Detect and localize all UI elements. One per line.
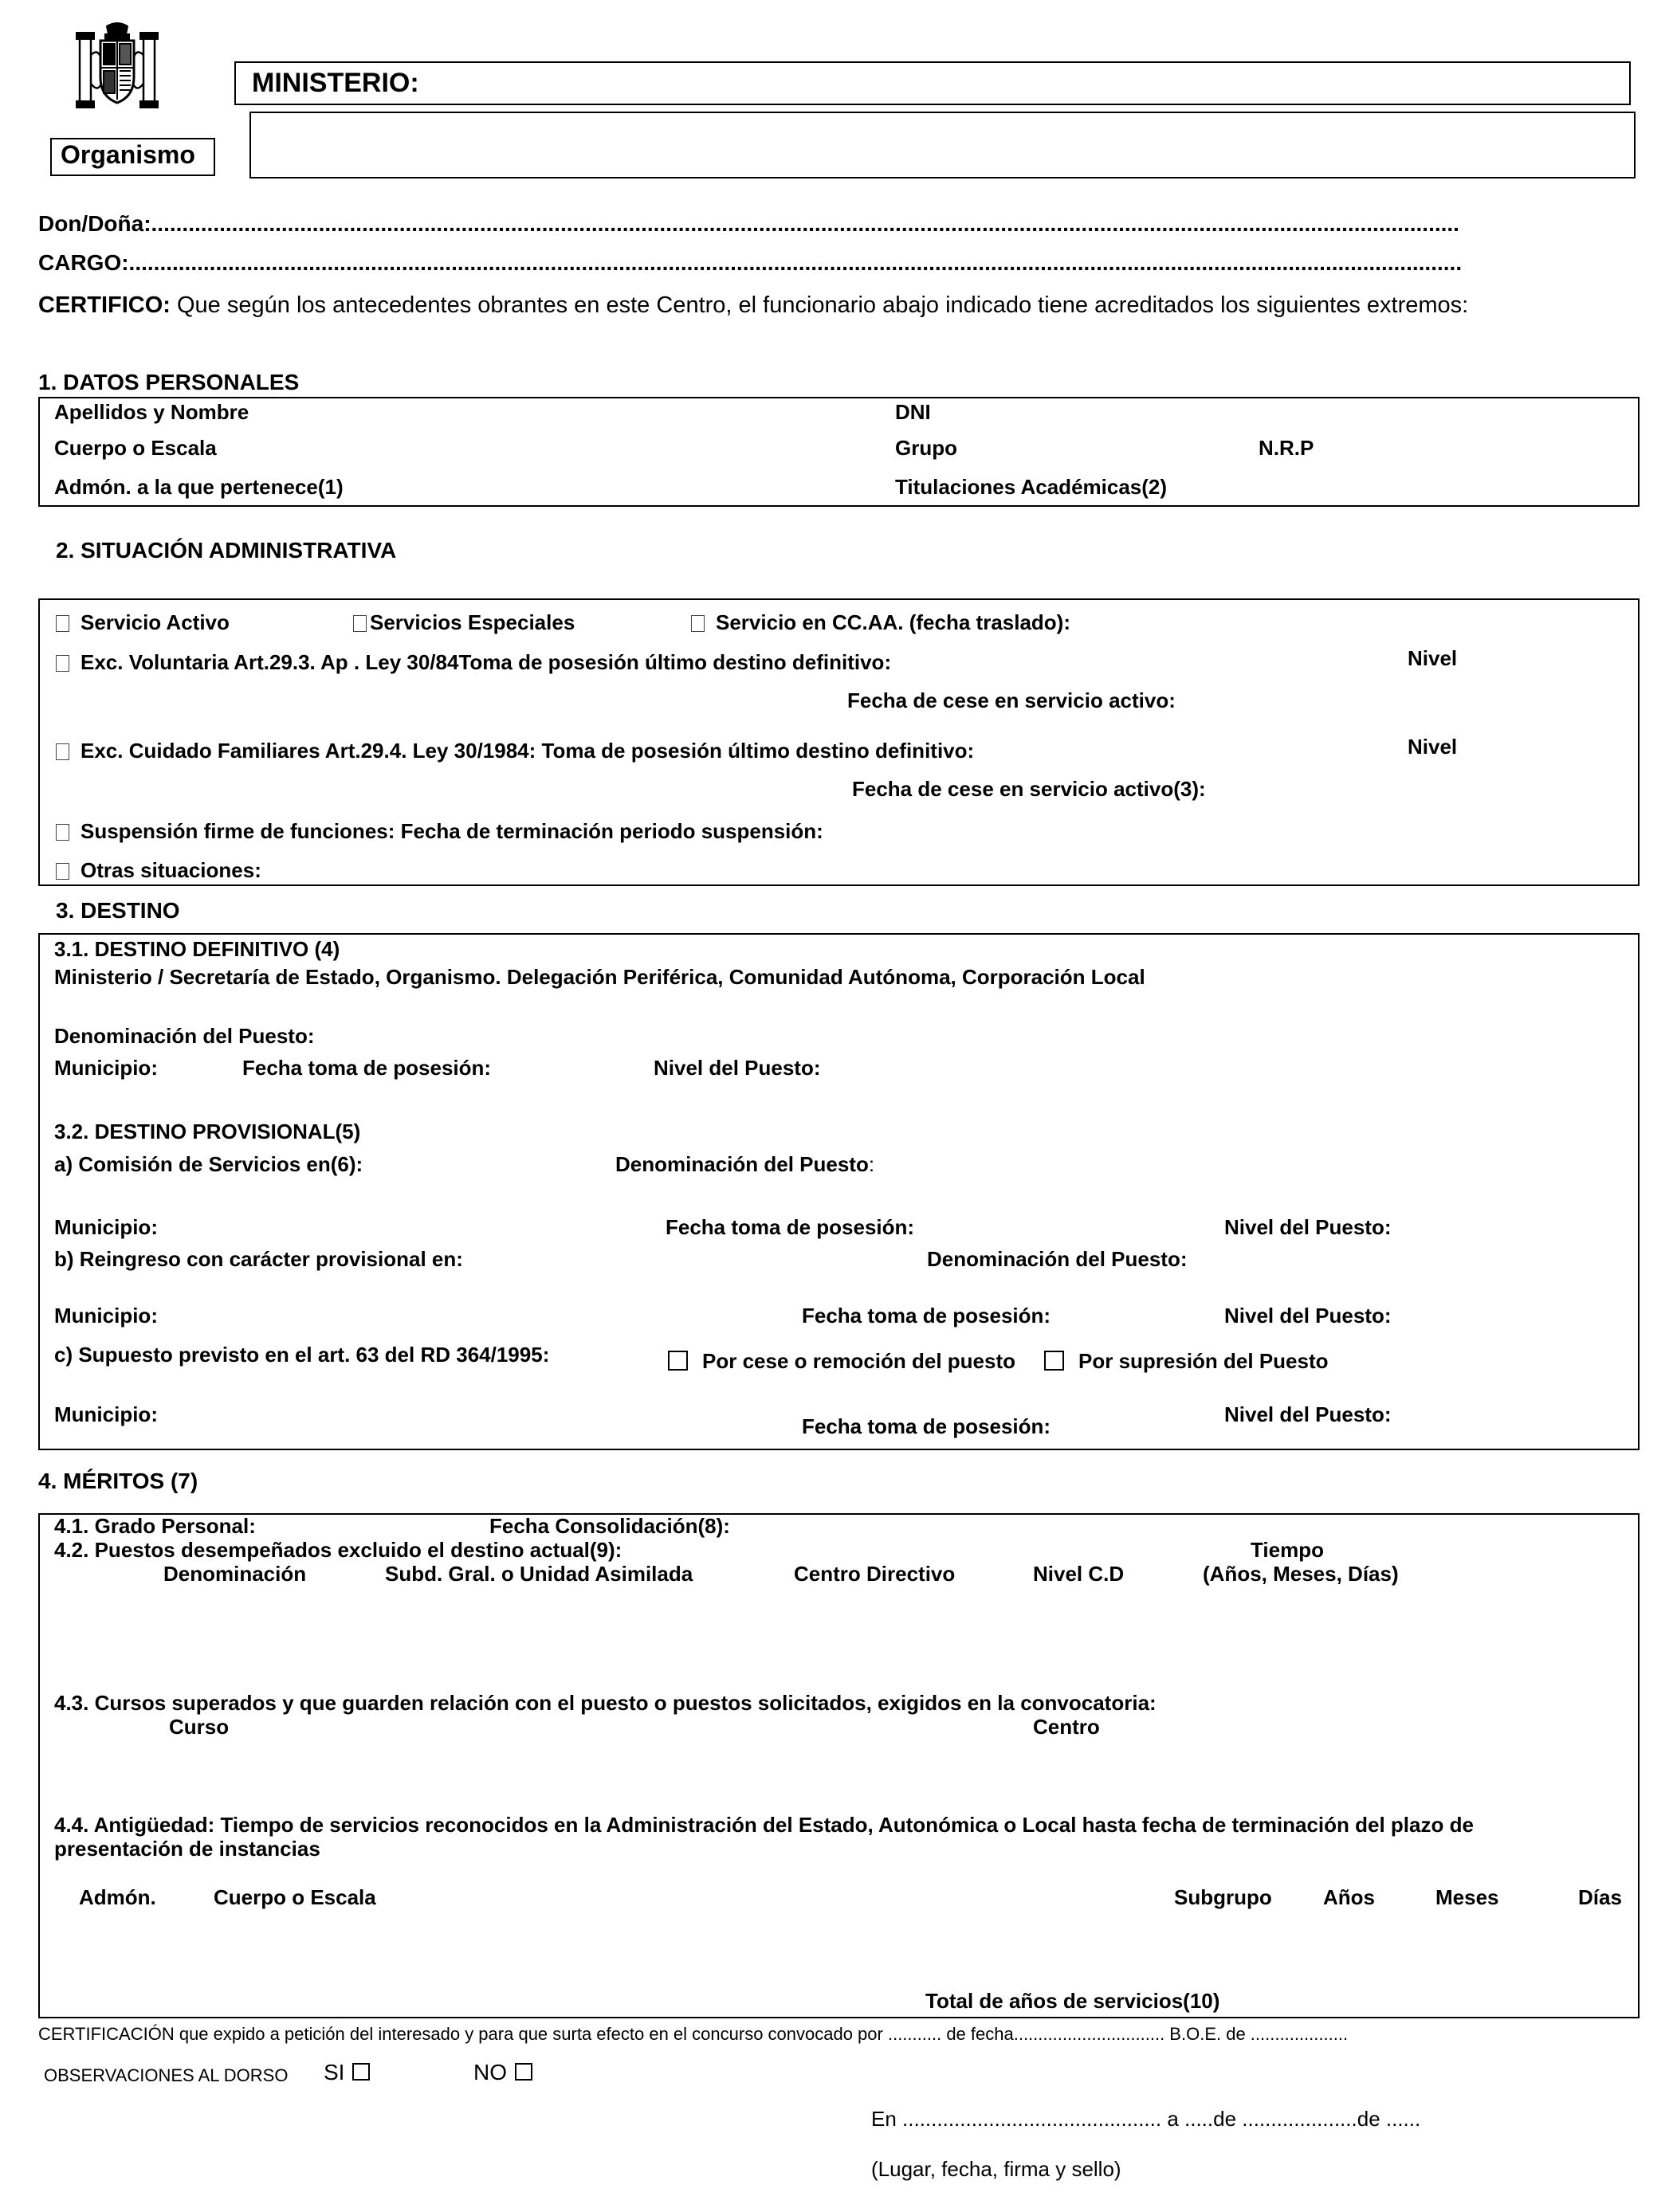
exc-voluntaria-label: Exc. Voluntaria Art.29.3. Ap . Ley 30/84Toma de posesión último destino definitivo: [81, 650, 892, 674]
col-anos: Años [1323, 1885, 1375, 1909]
antiguedad-label-2: presentación de instancias [54, 1837, 320, 1861]
nivel-puesto-label-2: Nivel del Puesto: [1224, 1215, 1392, 1239]
fecha-consolidacion-label: Fecha Consolidación(8): [489, 1514, 730, 1538]
por-supresion-label: Por supresión del Puesto [1078, 1349, 1329, 1373]
cargo-dots: ....................................................................................................................................................................................................................... [128, 250, 1463, 275]
tiempo-label: Tiempo [1251, 1538, 1324, 1562]
servicio-ccaa-option[interactable] [691, 610, 1070, 635]
por-supresion-option[interactable] [1044, 1349, 1329, 1374]
certifico-text: Que según los antecedentes obrantes en este Centro, el funcionario abajo indicado tiene acreditados los siguientes extremos: [177, 292, 1469, 318]
antiguedad-label-1: 4.4. Antigüedad: Tiempo de servicios reconocidos en la Administración del Estado, Autonómica o Local hasta fecha de terminación del plazo de [54, 1813, 1474, 1837]
denominacion-puesto-b: Denominación del Puesto: [927, 1247, 1188, 1271]
destino-definitivo-title: 3.1. DESTINO DEFINITIVO (4) [54, 937, 340, 961]
municipio-label-3: Municipio: [54, 1304, 158, 1328]
servicios-especiales-checkbox[interactable] [353, 615, 367, 632]
reingreso-label: b) Reingreso con carácter provisional en: [54, 1247, 463, 1271]
fecha-toma-label-4: Fecha toma de posesión: [802, 1414, 1051, 1438]
section4-title: 4. MÉRITOS (7) [38, 1469, 198, 1493]
si-checkbox[interactable] [352, 2063, 370, 2081]
cargo-label: CARGO: [38, 250, 129, 275]
no-option[interactable] [473, 2060, 532, 2085]
municipio-label-4: Municipio: [54, 1402, 158, 1426]
don-dots: ................................................................................................................................................................................................................... [151, 211, 1459, 236]
suspension-option[interactable] [56, 819, 823, 844]
col-admon: Admón. [79, 1885, 156, 1909]
servicio-activo-label: Servicio Activo [81, 610, 230, 634]
dni-label: DNI [895, 400, 931, 424]
nivel-puesto-label-1: Nivel del Puesto: [654, 1056, 821, 1080]
section2-title: 2. SITUACIÓN ADMINISTRATIVA [56, 538, 397, 563]
grupo-label: Grupo [895, 436, 957, 460]
si-label: SI [324, 2060, 345, 2085]
admon-label: Admón. a la que pertenece(1) [54, 475, 344, 499]
otras-checkbox[interactable] [56, 863, 69, 880]
exc-cuidado-option[interactable] [56, 739, 974, 763]
denominacion-puesto-a [615, 1152, 874, 1177]
denominacion-puesto-label: Denominación del Puesto: [54, 1024, 315, 1048]
col-centro: Centro [1033, 1715, 1100, 1739]
denominacion-puesto-a-label: Denominación del Puesto [615, 1152, 869, 1176]
otras-label: Otras situaciones: [81, 858, 261, 882]
por-cese-option[interactable] [668, 1349, 1015, 1374]
grado-personal-label: 4.1. Grado Personal: [54, 1514, 256, 1538]
certifico-line [38, 292, 1468, 319]
don-line[interactable] [38, 211, 1459, 237]
por-cese-label: Por cese o remoción del puesto [702, 1349, 1015, 1373]
destino-provisional-title: 3.2. DESTINO PROVISIONAL(5) [54, 1120, 361, 1143]
total-servicios-label: Total de años de servicios(10) [925, 1989, 1220, 2013]
col-curso: Curso [169, 1715, 230, 1739]
col-nivel-cd: Nivel C.D [1033, 1562, 1125, 1586]
exc-voluntaria-checkbox[interactable] [56, 655, 69, 672]
coat-of-arms-seal [73, 20, 161, 114]
suspension-label: Suspensión firme de funciones: Fecha de terminación periodo suspensión: [81, 819, 823, 843]
nivel-label-2: Nivel [1408, 735, 1458, 759]
col-tiempo-detalle: (Años, Meses, Días) [1203, 1562, 1399, 1586]
organismo-box[interactable] [249, 112, 1636, 178]
municipio-label-2: Municipio: [54, 1215, 158, 1239]
fecha-toma-label-1: Fecha toma de posesión: [242, 1056, 492, 1080]
organismo-label: Organismo [61, 140, 195, 169]
no-checkbox[interactable] [515, 2063, 532, 2081]
nivel-label-1: Nivel [1408, 646, 1458, 670]
nivel-puesto-label-4: Nivel del Puesto: [1224, 1402, 1392, 1426]
servicios-especiales-option[interactable] [353, 610, 575, 635]
certifico-label: CERTIFICO: [38, 292, 171, 318]
denominacion-puesto-a-colon: : [868, 1152, 875, 1176]
servicio-activo-checkbox[interactable] [56, 615, 69, 632]
si-option[interactable] [324, 2060, 370, 2085]
servicio-ccaa-checkbox[interactable] [691, 615, 705, 632]
otras-option[interactable] [56, 858, 261, 883]
col-dias: Días [1578, 1885, 1622, 1909]
section1-title: 1. DATOS PERSONALES [38, 370, 300, 394]
col-denominacion: Denominación [163, 1562, 307, 1586]
fecha-toma-label-3: Fecha toma de posesión: [802, 1304, 1051, 1328]
municipio-label-1: Municipio: [54, 1056, 158, 1080]
ministerio-box[interactable] [234, 61, 1631, 105]
col-subd: Subd. Gral. o Unidad Asimilada [385, 1562, 693, 1586]
apellidos-label: Apellidos y Nombre [54, 400, 249, 424]
en-fecha-line[interactable]: En ............................................. a .....de ....................de ...... [871, 2107, 1421, 2131]
por-cese-checkbox[interactable] [668, 1351, 688, 1371]
destino-definitivo-line: Ministerio / Secretaría de Estado, Organismo. Delegación Periférica, Comunidad Autónoma, Corporación Local [54, 965, 1145, 989]
cuerpo-label: Cuerpo o Escala [54, 436, 217, 460]
col-cuerpo-escala: Cuerpo o Escala [214, 1885, 376, 1909]
col-subgrupo: Subgrupo [1174, 1885, 1272, 1909]
fecha-cese-label: Fecha de cese en servicio activo: [847, 688, 1176, 712]
suspension-checkbox[interactable] [56, 824, 69, 841]
certificacion-line: CERTIFICACIÓN que expido a petición del interesado y para que surta efecto en el concurso convocado por ........... de fecha............................... B.O.E. de .................... [38, 2024, 1349, 2044]
nivel-puesto-label-3: Nivel del Puesto: [1224, 1304, 1392, 1328]
no-label: NO [473, 2060, 507, 2085]
servicio-ccaa-label: Servicio en CC.AA. (fecha traslado): [716, 610, 1070, 634]
don-label: Don/Doña: [38, 211, 151, 236]
comision-label: a) Comisión de Servicios en(6): [54, 1152, 363, 1176]
puestos-label: 4.2. Puestos desempeñados excluido el destino actual(9): [54, 1538, 622, 1562]
cursos-label: 4.3. Cursos superados y que guarden relación con el puesto o puestos solicitados, exigidos en la convocatoria: [54, 1691, 1157, 1715]
exc-cuidado-label: Exc. Cuidado Familiares Art.29.4. Ley 30/1984: Toma de posesión último destino definitivo: [81, 739, 975, 763]
section3-title: 3. DESTINO [56, 898, 180, 923]
exc-cuidado-checkbox[interactable] [56, 743, 69, 760]
lugar-fecha-firma-label: (Lugar, fecha, firma y sello) [871, 2157, 1121, 2181]
meritos-box [38, 1513, 1640, 2018]
col-centro-directivo: Centro Directivo [794, 1562, 956, 1586]
por-supresion-checkbox[interactable] [1044, 1351, 1064, 1371]
supuesto-label: c) Supuesto previsto en el art. 63 del RD 364/1995: [54, 1343, 550, 1367]
exc-voluntaria-option[interactable] [56, 650, 891, 675]
servicio-activo-option[interactable] [56, 610, 230, 635]
servicios-especiales-label: Servicios Especiales [370, 610, 575, 634]
fecha-toma-label-2: Fecha toma de posesión: [666, 1215, 915, 1239]
observaciones-label: OBSERVACIONES AL DORSO [44, 2065, 289, 2085]
titulaciones-label: Titulaciones Académicas(2) [895, 475, 1168, 499]
ministerio-label: MINISTERIO: [252, 68, 419, 98]
col-meses: Meses [1435, 1885, 1499, 1909]
fecha-cese3-label: Fecha de cese en servicio activo(3): [852, 777, 1206, 801]
cargo-line[interactable] [38, 250, 1462, 276]
nrp-label: N.R.P [1259, 436, 1314, 460]
